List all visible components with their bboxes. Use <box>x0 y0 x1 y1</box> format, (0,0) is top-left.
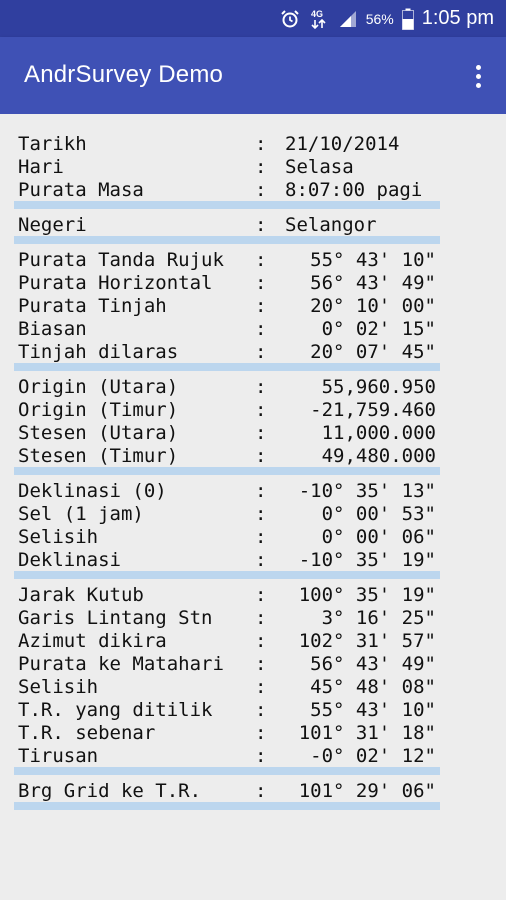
result-label: Deklinasi (0) <box>18 479 167 502</box>
result-row <box>14 294 440 317</box>
group-divider <box>14 236 440 244</box>
result-value: 100° 35' 19" <box>298 583 436 606</box>
app-title: AndrSurvey Demo <box>24 61 224 88</box>
colon-separator: : <box>255 248 267 271</box>
result-value: 56° 43' 49" <box>310 271 436 294</box>
colon-separator: : <box>255 479 267 502</box>
result-group <box>14 479 440 571</box>
result-row <box>14 652 440 675</box>
colon-separator: : <box>255 606 267 629</box>
colon-separator: : <box>255 178 267 201</box>
result-row <box>14 398 440 421</box>
result-label: Selisih <box>18 675 99 698</box>
result-value: -10° 35' 13" <box>298 479 436 502</box>
app-bar <box>0 37 506 114</box>
result-label: Tarikh <box>18 132 87 155</box>
group-divider <box>14 201 440 209</box>
overflow-menu-icon[interactable] <box>466 59 490 93</box>
result-row <box>14 444 440 467</box>
colon-separator: : <box>255 744 267 767</box>
colon-separator: : <box>255 721 267 744</box>
colon-separator: : <box>255 548 267 571</box>
result-label: Origin (Timur) <box>18 398 179 421</box>
colon-separator: : <box>255 525 267 548</box>
result-label: Purata Tinjah <box>18 294 167 317</box>
result-label: Tirusan <box>18 744 99 767</box>
result-value: -10° 35' 19" <box>298 548 436 571</box>
result-value: -21,759.460 <box>310 398 436 421</box>
result-label: Hari <box>18 155 64 178</box>
result-label: Negeri <box>18 213 87 236</box>
result-row <box>14 744 440 767</box>
result-value: 20° 07' 45" <box>310 340 436 363</box>
status-bar <box>0 0 506 37</box>
result-value: 56° 43' 49" <box>310 652 436 675</box>
result-row <box>14 548 440 571</box>
result-label: Tinjah dilaras <box>18 340 179 363</box>
result-label: Purata Tanda Rujuk <box>18 248 224 271</box>
result-row <box>14 317 440 340</box>
result-label: Purata Masa <box>18 178 144 201</box>
result-label: Stesen (Timur) <box>18 444 179 467</box>
result-label: Deklinasi <box>18 548 121 571</box>
result-group <box>14 248 440 363</box>
result-row <box>14 502 440 525</box>
signal-icon <box>338 9 358 29</box>
result-label: T.R. yang ditilik <box>18 698 213 721</box>
colon-separator: : <box>255 340 267 363</box>
colon-separator: : <box>255 317 267 340</box>
result-value: 45° 48' 08" <box>310 675 436 698</box>
result-label: Purata Horizontal <box>18 271 213 294</box>
colon-separator: : <box>255 132 267 155</box>
colon-separator: : <box>255 271 267 294</box>
colon-separator: : <box>255 502 267 525</box>
result-group <box>14 583 440 767</box>
divider-spacing <box>14 810 440 814</box>
result-row <box>14 675 440 698</box>
colon-separator: : <box>255 583 267 606</box>
result-value: 0° 00' 06" <box>321 525 436 548</box>
group-divider <box>14 571 440 579</box>
result-value: 20° 10' 00" <box>310 294 436 317</box>
result-value: 55,960.950 <box>321 375 436 398</box>
result-row <box>14 629 440 652</box>
colon-separator: : <box>255 779 267 802</box>
result-group <box>14 130 440 201</box>
result-row <box>14 375 440 398</box>
result-row <box>14 213 440 236</box>
result-row <box>14 421 440 444</box>
result-label: Brg Grid ke T.R. <box>18 779 202 802</box>
result-label: Purata ke Matahari <box>18 652 224 675</box>
result-value: 55° 43' 10" <box>310 248 436 271</box>
result-row <box>14 132 440 155</box>
colon-separator: : <box>255 698 267 721</box>
battery-icon <box>402 8 414 30</box>
result-label: Sel (1 jam) <box>18 502 144 525</box>
result-label: Jarak Kutub <box>18 583 144 606</box>
content-area <box>0 114 506 900</box>
colon-separator: : <box>255 675 267 698</box>
result-row <box>14 155 440 178</box>
clock: 1:05 pm <box>421 7 494 29</box>
result-row <box>14 698 440 721</box>
result-value: 8:07:00 pagi <box>285 178 423 201</box>
result-label: Origin (Utara) <box>18 375 179 398</box>
colon-separator: : <box>255 652 267 675</box>
result-value: 21/10/2014 <box>285 132 400 155</box>
group-divider <box>14 802 440 810</box>
colon-separator: : <box>255 629 267 652</box>
result-value: 0° 02' 15" <box>321 317 436 340</box>
result-value: 102° 31' 57" <box>298 629 436 652</box>
network-4g-icon <box>308 8 330 30</box>
result-row <box>14 340 440 363</box>
status-icons <box>280 0 494 37</box>
colon-separator: : <box>255 294 267 317</box>
result-value: 49,480.000 <box>321 444 436 467</box>
result-value: 101° 29' 06" <box>298 779 436 802</box>
result-row <box>14 779 440 802</box>
battery-percent: 56% <box>365 10 394 27</box>
result-row <box>14 271 440 294</box>
svg-text:4G: 4G <box>310 8 323 19</box>
result-value: 55° 43' 10" <box>310 698 436 721</box>
result-value: Selasa <box>285 155 354 178</box>
colon-separator: : <box>255 398 267 421</box>
alarm-icon <box>280 9 300 29</box>
group-divider <box>14 767 440 775</box>
result-value: 101° 31' 18" <box>298 721 436 744</box>
result-value: Selangor <box>285 213 377 236</box>
colon-separator: : <box>255 213 267 236</box>
group-divider <box>14 467 440 475</box>
result-group <box>14 375 440 467</box>
result-value: 11,000.000 <box>321 421 436 444</box>
survey-results-sheet <box>14 130 440 814</box>
colon-separator: : <box>255 375 267 398</box>
result-value: 3° 16' 25" <box>321 606 436 629</box>
result-label: Garis Lintang Stn <box>18 606 213 629</box>
result-value: -0° 02' 12" <box>310 744 436 767</box>
result-row <box>14 583 440 606</box>
result-row <box>14 721 440 744</box>
result-group <box>14 779 440 802</box>
colon-separator: : <box>255 155 267 178</box>
colon-separator: : <box>255 421 267 444</box>
result-value: 0° 00' 53" <box>321 502 436 525</box>
result-row <box>14 178 440 201</box>
result-label: Azimut dikira <box>18 629 167 652</box>
result-label: Selisih <box>18 525 99 548</box>
result-group <box>14 213 440 236</box>
result-label: Stesen (Utara) <box>18 421 179 444</box>
result-row <box>14 525 440 548</box>
result-label: T.R. sebenar <box>18 721 156 744</box>
group-divider <box>14 363 440 371</box>
colon-separator: : <box>255 444 267 467</box>
result-row <box>14 606 440 629</box>
result-row <box>14 248 440 271</box>
result-row <box>14 479 440 502</box>
result-label: Biasan <box>18 317 87 340</box>
